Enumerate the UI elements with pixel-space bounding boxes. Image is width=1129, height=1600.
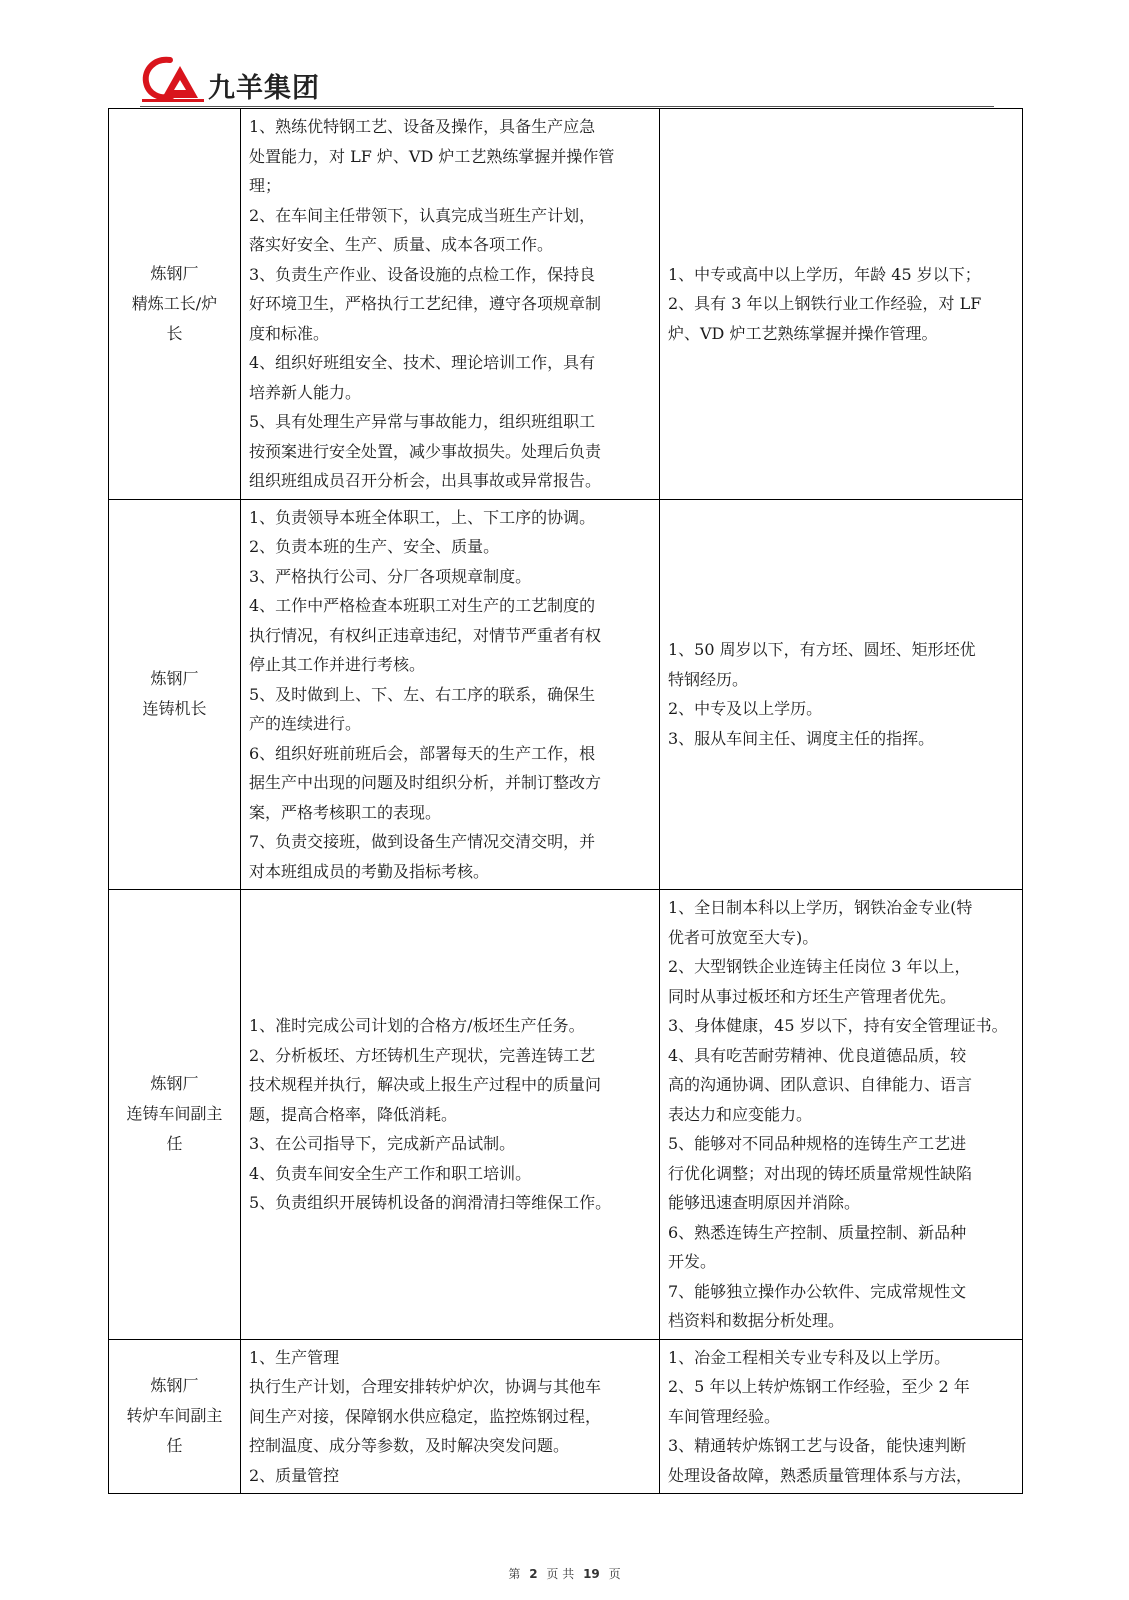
position-line: 长 [166,323,183,343]
footer-page-number: 2 [529,1567,538,1581]
duty-line: 2、在车间主任带领下，认真完成当班生产计划， [249,205,596,225]
requirement-line: 行优化调整；对出现的铸坯质量常规性缺陷 [668,1163,973,1183]
table-row [109,1339,1023,1494]
duty-line: 好环境卫生，严格执行工艺纪律，遵守各项规章制 [249,294,602,313]
duty-line: 1、熟练优特钢工艺、设备及操作，具备生产应急 [249,117,596,136]
position-line: 连铸机长 [142,699,207,719]
duty-line: 3、严格执行公司、分厂各项规章制度。 [249,566,532,586]
position-line: 任 [166,1436,183,1456]
duty-line: 1、准时完成公司计划的合格方/板坯生产任务。 [249,1016,585,1035]
requirement-line: 2、5 年以上转炉炼钢工作经验，至少 2 年 [668,1377,970,1396]
duty-line: 5、及时做到上、下、左、右工序的联系，确保生 [249,684,596,704]
position-line: 炼钢厂 [150,669,199,689]
requirements-cell [660,109,1023,500]
duty-line: 落实好安全、生产、质量、成本各项工作。 [249,235,554,254]
position-line: 炼钢厂 [150,263,199,283]
duty-line: 按预案进行安全处置，减少事故损失。处理后负责 [249,441,602,461]
duty-line: 题，提高合格率，降低消耗。 [249,1104,458,1124]
table-row [109,109,1023,500]
duty-line: 6、组织好班前班后会，部署每天的生产工作，根 [249,743,596,763]
duties-cell [241,890,660,1340]
duty-line: 执行情况，有权纠正违章违纪，对情节严重者有权 [249,625,602,645]
requirements-cell [660,890,1023,1340]
requirement-line: 车间管理经验。 [668,1406,781,1426]
duty-line: 2、质量管控 [249,1465,340,1485]
requirement-line: 6、熟悉连铸生产控制、质量控制、新品种 [668,1222,967,1242]
duty-line: 4、组织好班组安全、技术、理论培训工作，具有 [249,353,596,372]
company-name: 九羊集团 [208,73,320,104]
duty-line: 停止其工作并进行考核。 [249,655,426,674]
requirement-line: 3、精通转炉炼钢工艺与设备，能快速判断 [668,1436,967,1455]
position-line: 炼钢厂 [150,1376,199,1396]
duty-line: 案，严格考核职工的表现。 [249,802,442,822]
position-line: 炼钢厂 [150,1074,199,1094]
duty-line: 3、在公司指导下，完成新产品试制。 [249,1134,516,1153]
requirements-cell [660,499,1023,890]
requirement-line: 5、能够对不同品种规格的连铸生产工艺进 [668,1134,967,1153]
footer-mid: 页 共 [546,1567,575,1581]
duty-line: 处置能力，对 LF 炉、VD 炉工艺熟练掌握并操作管 [249,146,615,166]
requirement-line: 2、中专及以上学历。 [668,699,823,719]
page-header [140,52,990,108]
duties-cell [241,109,660,500]
header-divider [140,106,994,107]
position-cell [109,890,241,1340]
requirement-line: 7、能够独立操作办公软件、完成常规性文 [668,1281,967,1301]
requirement-line: 4、具有吃苦耐劳精神、优良道德品质，较 [668,1045,967,1065]
position-line: 连铸车间副主 [126,1104,223,1124]
duty-line: 2、负责本班的生产、安全、质量。 [249,537,500,556]
duty-line: 对本班组成员的考勤及指标考核。 [249,861,490,881]
page-footer [0,1565,1129,1582]
duty-line: 理； [249,176,282,195]
requirement-line: 3、身体健康，45 岁以下，持有安全管理证书。 [668,1016,1008,1035]
position-line: 精炼工长/炉 [131,293,218,313]
duty-line: 4、工作中严格检查本班职工对生产的工艺制度的 [249,596,596,615]
duty-line: 组织班组成员召开分析会，出具事故或异常报告。 [249,471,602,490]
duty-line: 2、分析板坯、方坯铸机生产现状，完善连铸工艺 [249,1045,596,1065]
duty-line: 1、负责领导本班全体职工，上、下工序的协调。 [249,507,596,527]
requirement-line: 3、服从车间主任、调度主任的指挥。 [668,728,935,748]
duty-line: 执行生产计划，合理安排转炉炉次，协调与其他车 [249,1377,602,1396]
requirement-line: 处理设备故障，熟悉质量管理体系与方法， [668,1465,973,1485]
duties-cell [241,1339,660,1494]
duty-line: 度和标准。 [249,323,330,343]
duty-line: 控制温度、成分等参数，及时解决突发问题。 [249,1436,570,1455]
requirement-line: 2、具有 3 年以上钢铁行业工作经验，对 LF [668,294,982,313]
requirement-line: 1、冶金工程相关专业专科及以上学历。 [668,1347,951,1367]
requirement-line: 优者可放宽至大专)。 [668,927,819,947]
position-cell [109,499,241,890]
duties-cell [241,499,660,890]
requirement-line: 炉、VD 炉工艺熟练掌握并操作管理。 [668,323,938,343]
footer-suffix: 页 [608,1567,621,1581]
table-row [109,890,1023,1340]
duty-line: 5、具有处理生产异常与事故能力，组织班组职工 [249,412,596,431]
requirement-line: 表达力和应变能力。 [668,1104,813,1124]
position-line: 转炉车间副主 [126,1406,223,1426]
duty-line: 3、负责生产作业、设备设施的点检工作，保持良 [249,264,596,284]
requirement-line: 高的沟通协调、团队意识、自律能力、语言 [668,1075,973,1094]
requirement-line: 1、50 周岁以下，有方坯、圆坯、矩形坯优 [668,640,976,660]
duty-line: 7、负责交接班，做到设备生产情况交清交明，并 [249,832,596,851]
footer-prefix: 第 [508,1567,521,1581]
requirement-line: 1、全日制本科以上学历，钢铁冶金专业(特 [668,898,973,917]
requirement-line: 2、大型钢铁企业连铸主任岗位 3 年以上， [668,957,971,976]
footer-page-total: 19 [583,1567,600,1581]
table-row [109,499,1023,890]
job-table [108,108,1023,1494]
requirement-line: 能够迅速查明原因并消除。 [668,1193,861,1212]
position-cell [109,109,241,500]
requirement-line: 同时从事过板坯和方坯生产管理者优先。 [668,986,957,1006]
duty-line: 1、生产管理 [249,1347,340,1367]
duty-line: 培养新人能力。 [249,382,362,402]
requirements-cell [660,1339,1023,1494]
duty-line: 技术规程并执行，解决或上报生产过程中的质量问 [249,1075,602,1094]
duty-line: 产的连续进行。 [249,714,362,733]
requirement-line: 开发。 [668,1252,717,1271]
duty-line: 据生产中出现的问题及时组织分析，并制订整改方 [249,773,602,792]
requirement-line: 1、中专或高中以上学历，年龄 45 岁以下； [668,264,981,284]
position-cell [109,1339,241,1494]
duty-line: 5、负责组织开展铸机设备的润滑清扫等维保工作。 [249,1193,612,1212]
duty-line: 4、负责车间安全生产工作和职工培训。 [249,1163,532,1183]
requirement-line: 档资料和数据分析处理。 [668,1311,845,1330]
requirement-line: 特钢经历。 [668,669,749,689]
duty-line: 间生产对接，保障钢水供应稳定，监控炼钢过程， [249,1406,602,1426]
position-line: 任 [166,1134,183,1154]
